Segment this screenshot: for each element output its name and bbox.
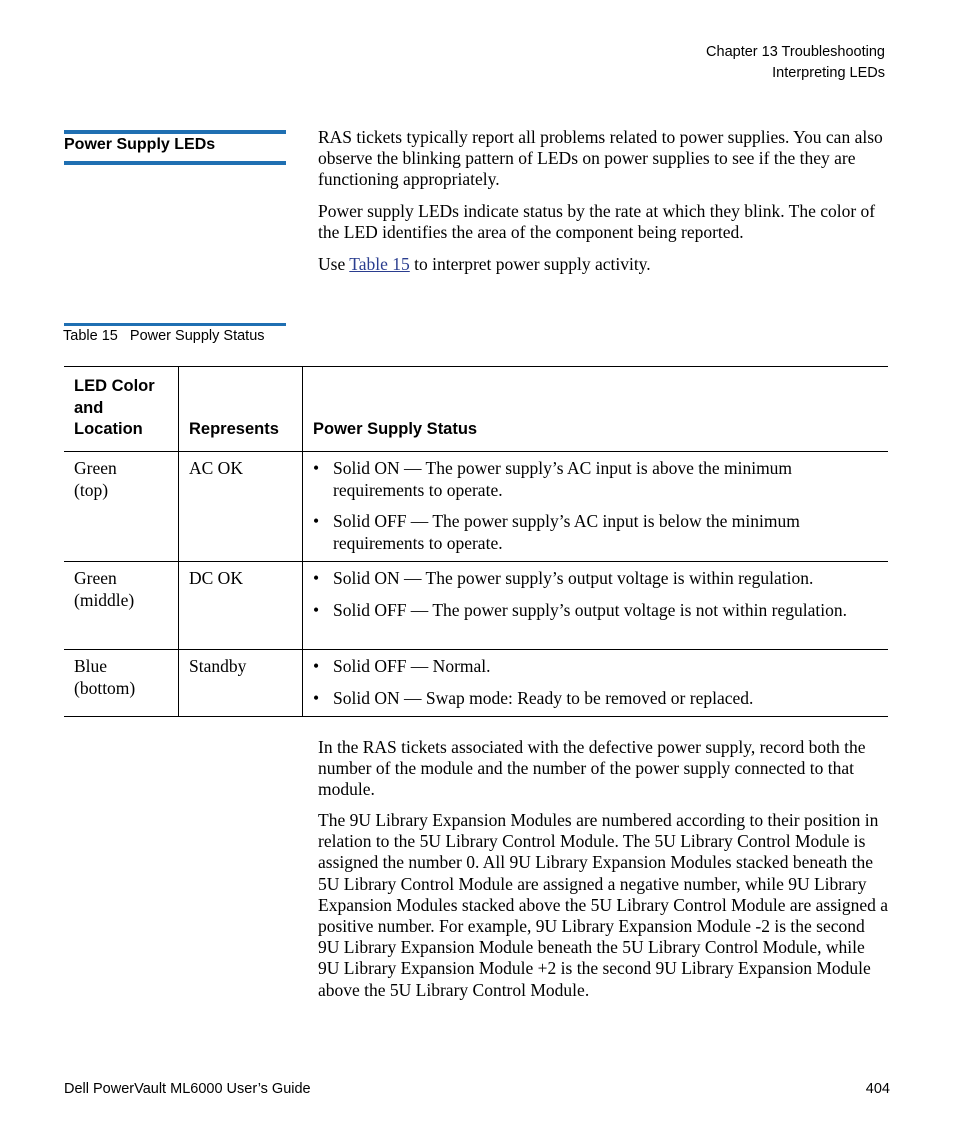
status-text: Solid OFF — Normal. — [333, 656, 491, 676]
after-paragraph-1: In the RAS tickets associated with the defective power supply, record both the number of the module and the number of the power supply connected to that module. — [318, 737, 866, 800]
caption-rule — [64, 323, 286, 326]
table-header-represents: Represents — [189, 420, 279, 438]
intro-paragraph-3-before: Use — [318, 254, 350, 274]
table-row-1-represents: AC OK — [189, 458, 243, 478]
footer-title: Dell PowerVault ML6000 User’s Guide — [64, 1081, 311, 1097]
table-row-3-represents: Standby — [189, 656, 247, 676]
intro-paragraph-1: RAS tickets typically report all problems related to power supplies. You can also observe the blinking pattern of LEDs on power supplies to see if the they are functioning appropriately. — [318, 127, 883, 190]
table-rule-header — [64, 451, 888, 452]
table-row-2-led: Green (middle) — [74, 568, 135, 610]
table-row-2-status-2 — [313, 599, 873, 621]
running-header-section: Interpreting LEDs — [772, 65, 885, 81]
table-row-1-led: Green (top) — [74, 458, 117, 500]
table-rule-bottom — [64, 716, 888, 717]
table-col-divider-1 — [178, 366, 179, 717]
table-header-led: LED Color and Location — [74, 377, 155, 438]
table-row-1-status-2 — [313, 510, 873, 554]
intro-paragraph-3 — [318, 254, 890, 275]
table-row-3-led: Blue (bottom) — [74, 656, 136, 698]
status-text: Solid OFF — The power supply’s output voltage is not within regulation. — [333, 600, 847, 620]
bullet-icon: • — [313, 568, 320, 588]
table-row-3-status-1 — [313, 655, 873, 677]
table-row-3-status-2 — [313, 687, 873, 709]
table-row-1-status-1 — [313, 457, 873, 501]
table-col-divider-2 — [302, 366, 303, 717]
bullet-icon: • — [313, 511, 320, 531]
table-15-link[interactable]: Table 15 — [349, 254, 410, 274]
status-text: Solid ON — The power supply’s AC input is above the minimum requirements to operate. — [333, 458, 793, 500]
after-paragraph-2: The 9U Library Expansion Modules are numbered according to their position in relation to the 5U Library Control Module. The 5U Library Control Module is assigned the number 0. All 9U Library Expansion Modules stacked beneath the 5U Library Control Module are assigned a negative number, while 9U Library Expansion Modules stacked above the 5U Library Control Module are assigned a positive number. For example, 9U Library Expansion Module -2 is the second 9U Library Expansion Module beneath the 5U Library Control Module, while 9U Library Expansion Module +2 is the second 9U Library Expansion Module above the 5U Library Control Module. — [318, 810, 889, 1000]
bullet-icon: • — [313, 656, 320, 676]
table-header-status: Power Supply Status — [313, 420, 478, 438]
status-text: Solid ON — Swap mode: Ready to be removed or replaced. — [333, 688, 754, 708]
table-rule-top — [64, 366, 888, 367]
bullet-icon: • — [313, 688, 320, 708]
intro-paragraph-2: Power supply LEDs indicate status by the rate at which they blink. The color of the LED identifies the area of the component being reported. — [318, 201, 876, 243]
section-rule-bottom — [64, 161, 286, 165]
section-title: Power Supply LEDs — [64, 136, 216, 153]
table-rule-row-2 — [64, 649, 888, 650]
running-header-chapter: Chapter 13 Troubleshooting — [706, 44, 885, 60]
section-rule-top — [64, 130, 286, 134]
table-rule-row-1 — [64, 561, 888, 562]
table-row-2-represents: DC OK — [189, 568, 243, 588]
status-text: Solid ON — The power supply’s output voltage is within regulation. — [333, 568, 814, 588]
table-caption: Table 15 Power Supply Status — [63, 328, 265, 344]
intro-paragraph-3-after: to interpret power supply activity. — [409, 254, 651, 274]
page-number: 404 — [865, 1081, 890, 1097]
bullet-icon: • — [313, 600, 320, 620]
table-row-2-status-1 — [313, 567, 873, 589]
bullet-icon: • — [313, 458, 320, 478]
status-text: Solid OFF — The power supply’s AC input is below the minimum requirements to operate. — [333, 511, 800, 553]
